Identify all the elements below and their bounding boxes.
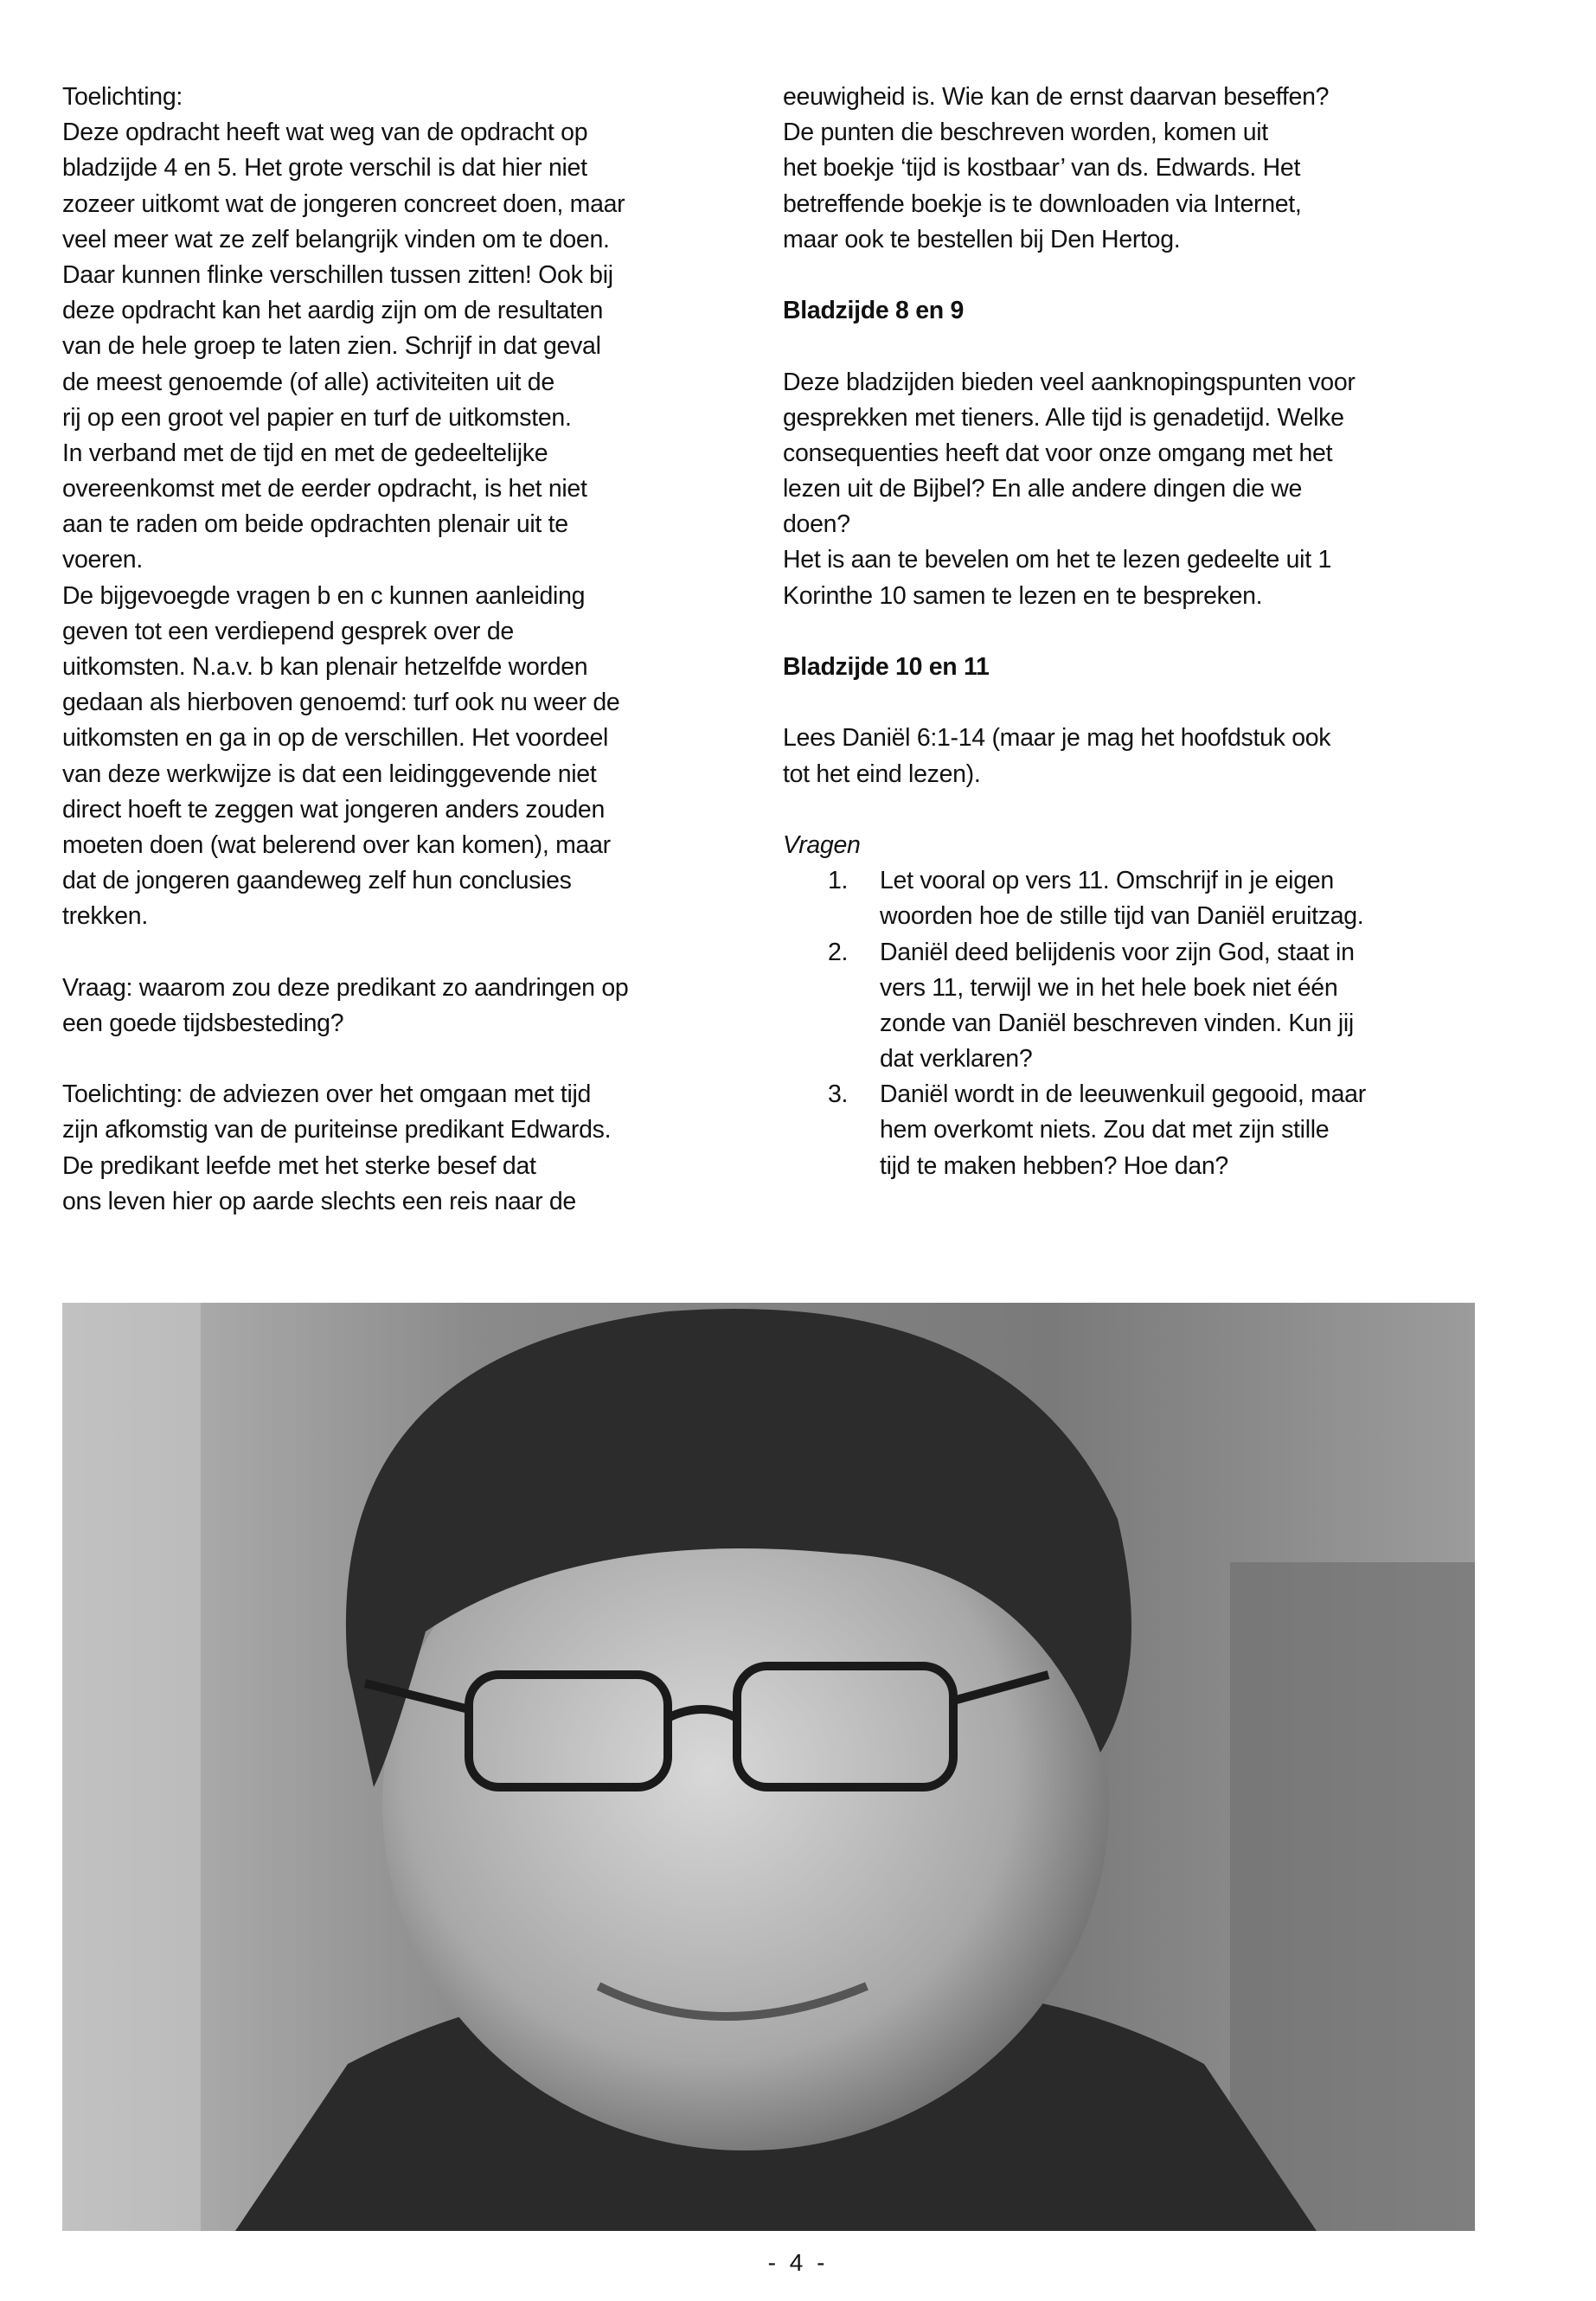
text-line [62,935,754,971]
subheading: Vragen [783,830,861,859]
text-line: ons leven hier op aarde slechts een reis naar de [62,1187,576,1215]
text-line: Daniël wordt in de leeuwenkuil gegooid, maar [880,1080,1366,1109]
text-line: trekken. [62,902,148,931]
text-line: gesprekken met tieners. Alle tijd is genadetijd. Welke [783,403,1344,432]
text-line: direct hoeft te zeggen wat jongeren anders zouden [62,795,605,824]
right-column [783,80,1492,1184]
question-number: 3. [828,1080,849,1109]
text-line: tot het eind lezen). [783,760,981,788]
text-line: dat verklaren? [880,1045,1033,1074]
text-line: veel meer wat ze zelf belangrijk vinden om te doen. [62,225,610,253]
text-line: Vraag: waarom zou deze predikant zo aandringen op [62,973,629,1002]
section-heading: Bladzijde 8 en 9 [783,297,965,325]
portrait-photo [62,1303,1475,2231]
text-line: van deze werkwijze is dat een leidinggevende niet [62,760,597,788]
text-line: zonde van Daniël beschreven vinden. Kun jij [880,1009,1354,1037]
section-heading: Bladzijde 10 en 11 [783,653,990,681]
text-line: bladzijde 4 en 5. Het grote verschil is dat hier niet [62,154,587,183]
text-line [783,792,1492,828]
text-line: vers 11, terwijl we in het hele boek niet één [880,973,1338,1002]
question-number: 1. [828,867,849,895]
text-line: De punten die beschreven worden, komen uit [783,119,1268,147]
text-line: Let vooral op vers 11. Omschrijf in je eigen [880,867,1334,895]
text-line: lezen uit de Bijbel? En alle andere dingen die we [783,475,1303,503]
text-line: zijn afkomstig van de puriteinse predikant Edwards. [62,1116,612,1144]
text-line: In verband met de tijd en met de gedeeltelijke [62,439,548,467]
text-line [62,1042,754,1077]
text-line: Toelichting: de adviezen over het omgaan met tijd [62,1080,592,1109]
question-number: 2. [828,938,849,966]
text-line: overeenkomst met de eerder opdracht, is het niet [62,475,587,503]
text-line: Toelichting: [62,83,183,111]
text-line: consequenties heeft dat voor onze omgang met het [783,439,1333,467]
text-line: tijd te maken hebben? Hoe dan? [880,1151,1228,1180]
text-line: Lees Daniël 6:1-14 (maar je mag het hoofdstuk ook [783,724,1331,753]
question-item [783,863,1492,934]
text-line [783,685,1492,721]
text-line: De bijgevoegde vragen b en c kunnen aanleiding [62,581,586,610]
question-item [783,1077,1492,1184]
text-line: zozeer uitkomt wat de jongeren concreet doen, maar [62,189,625,218]
text-line: eeuwigheid is. Wie kan de ernst daarvan beseffen? [783,83,1330,111]
text-line: betreffende boekje is te downloaden via Internet, [783,189,1302,218]
text-line: de meest genoemde (of alle) activiteiten uit de [62,368,554,396]
text-line: De predikant leefde met het sterke besef dat [62,1151,536,1180]
text-line: gedaan als hierboven genoemd: turf ook nu weer de [62,689,620,717]
text-line: geven tot een verdiepend gesprek over de [62,617,514,645]
question-item [783,935,1492,1078]
text-line: Korinthe 10 samen te lezen en te bespreken. [783,581,1263,610]
text-line: Het is aan te bevelen om het te lezen gedeelte uit 1 [783,546,1332,574]
text-line: Deze bladzijden bieden veel aanknopingspunten voor [783,368,1356,396]
text-line: uitkomsten en ga in op de verschillen. Het voordeel [62,724,609,753]
text-line: Daniël deed belijdenis voor zijn God, staat in [880,938,1355,966]
text-line: Daar kunnen flinke verschillen tussen zitten! Ook bij [62,260,613,289]
text-line [783,258,1492,293]
text-line [783,614,1492,650]
text-line: uitkomsten. N.a.v. b kan plenair hetzelfde worden [62,653,588,681]
text-line [783,329,1492,364]
text-line: van de hele groep te laten zien. Schrijf in dat geval [62,332,601,361]
portrait-image [62,1303,1475,2231]
text-line: moeten doen (wat belerend over kan komen), maar [62,830,611,859]
text-line: rij op een groot vel papier en turf de uitkomsten. [62,403,572,432]
text-line: maar ook te bestellen bij Den Hertog. [783,225,1181,253]
text-line: dat de jongeren gaandeweg zelf hun conclusies [62,867,572,895]
text-line: het boekje ‘tijd is kostbaar’ van ds. Edwards. Het [783,154,1301,183]
text-line: deze opdracht kan het aardig zijn om de resultaten [62,297,604,325]
text-line: Deze opdracht heeft wat weg van de opdracht op [62,119,588,147]
text-line: een goede tijdsbesteding? [62,1009,344,1037]
text-line: doen? [783,510,850,539]
text-line: aan te raden om beide opdrachten plenair uit te [62,510,568,539]
text-line: voeren. [62,546,143,574]
text-line: woorden hoe de stille tijd van Daniël eruitzag. [880,902,1364,931]
left-column [62,80,754,1220]
text-line: hem overkomt niets. Zou dat met zijn stille [880,1116,1330,1144]
page-number: - 4 - [767,2249,829,2276]
